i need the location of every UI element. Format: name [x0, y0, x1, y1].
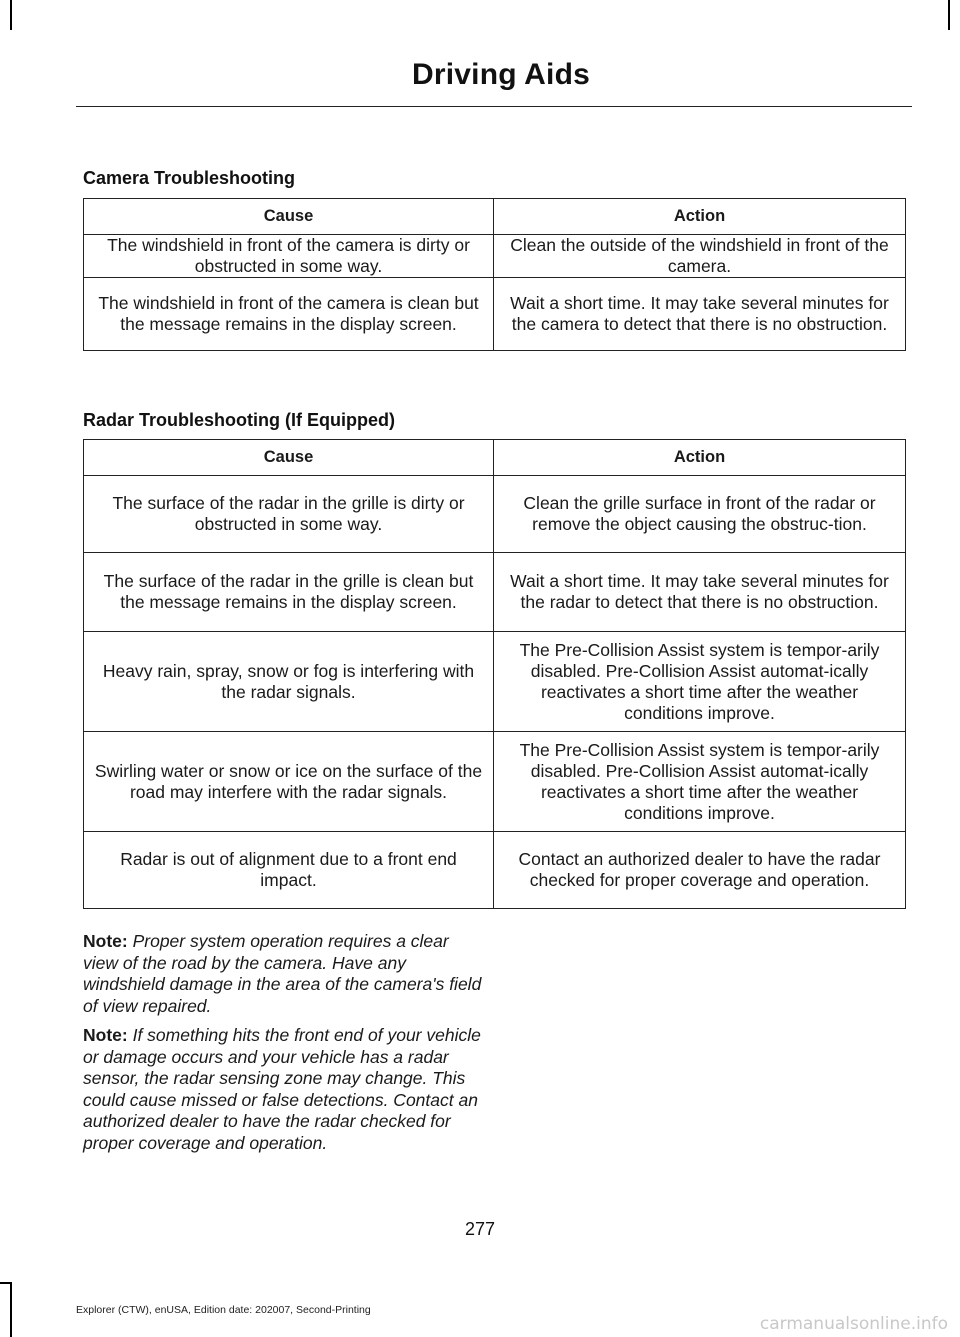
table-header-row [84, 440, 906, 476]
watermark: carmanualsonline.info [759, 1314, 948, 1334]
table-row [84, 476, 906, 553]
action-cell: Wait a short time. It may take several minutes for the camera to detect that there is no obstruction. [494, 278, 906, 351]
page-title: Driving Aids [412, 58, 590, 91]
table-row [84, 832, 906, 909]
table-row [84, 553, 906, 632]
table-header-row [84, 199, 906, 235]
radar-section-heading: Radar Troubleshooting (If Equipped) [83, 410, 395, 430]
camera-section-heading: Camera Troubleshooting [83, 168, 296, 188]
note-radar-damage [83, 1025, 483, 1154]
cause-cell: Heavy rain, spray, snow or fog is interfering with the radar signals. [84, 632, 494, 732]
cause-cell: The windshield in front of the camera is clean but the message remains in the display screen. [84, 278, 494, 351]
page-header [76, 58, 912, 107]
crop-mark-bottom-left-horizontal [0, 1282, 12, 1284]
cause-cell: Swirling water or snow or ice on the surface of the road may interfere with the radar signals. [84, 732, 494, 832]
action-cell: Clean the outside of the windshield in front of the camera. [494, 235, 906, 278]
crop-mark-top-left-vertical [10, 0, 12, 30]
note-label: Note: [83, 1025, 128, 1045]
action-cell: Clean the grille surface in front of the radar or remove the object causing the obstruc-tion. [494, 476, 906, 553]
action-cell: The Pre-Collision Assist system is tempor-arily disabled. Pre-Collision Assist automat-ically reactivates a short time after the weather conditions improve. [494, 732, 906, 832]
cause-cell: The surface of the radar in the grille is dirty or obstructed in some way. [84, 476, 494, 553]
note-label: Note: [83, 931, 128, 951]
action-cell: Contact an authorized dealer to have the radar checked for proper coverage and operation. [494, 832, 906, 909]
note-text: If something hits the front end of your vehicle or damage occurs and your vehicle has a radar sensor, the radar sensing zone may change. This could cause missed or false detections. Contact an authorized dealer to have the radar checked for proper coverage and operation. [83, 1025, 481, 1153]
action-cell: Wait a short time. It may take several minutes for the radar to detect that there is no obstruction. [494, 553, 906, 632]
table-row [84, 632, 906, 732]
note-camera-view [83, 931, 483, 1017]
table-row [84, 278, 906, 351]
cause-cell: The surface of the radar in the grille is clean but the message remains in the display screen. [84, 553, 494, 632]
edition-info: Explorer (CTW), enUSA, Edition date: 202007, Second-Printing [76, 1304, 371, 1316]
cause-cell: The windshield in front of the camera is dirty or obstructed in some way. [84, 235, 494, 278]
table-row [84, 732, 906, 832]
column-header-cause: Cause [84, 199, 494, 235]
radar-troubleshooting-table [83, 439, 906, 909]
action-cell: The Pre-Collision Assist system is tempor-arily disabled. Pre-Collision Assist automat-ically reactivates a short time after the weather conditions improve. [494, 632, 906, 732]
column-header-cause: Cause [84, 440, 494, 476]
column-header-action: Action [494, 440, 906, 476]
page-number: 277 [464, 1219, 496, 1239]
crop-mark-bottom-left-vertical [10, 1282, 12, 1337]
column-header-action: Action [494, 199, 906, 235]
table-row [84, 235, 906, 278]
crop-mark-top-right-vertical [948, 0, 950, 30]
note-text: Proper system operation requires a clear view of the road by the camera. Have any windshield damage in the area of the camera's field of view repaired. [83, 931, 482, 1016]
cause-cell: Radar is out of alignment due to a front end impact. [84, 832, 494, 909]
camera-troubleshooting-table [83, 198, 906, 351]
